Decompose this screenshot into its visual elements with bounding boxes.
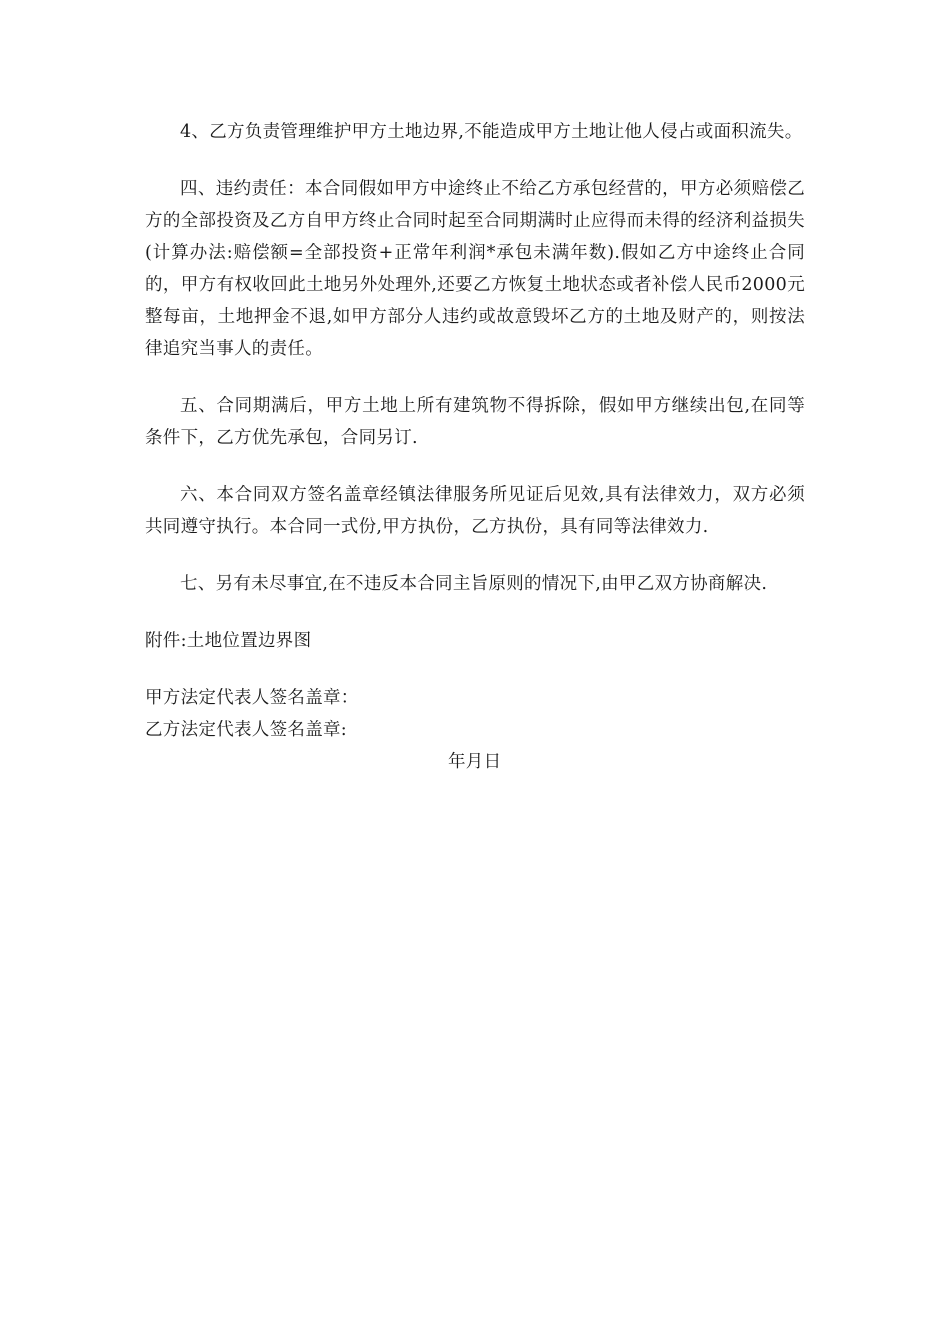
date-line: 年月日 <box>448 752 502 772</box>
party-a-signature-line: 甲方法定代表人签名盖章： <box>145 688 359 708</box>
clause-contract-expiry: 五、合同期满后，甲方土地上所有建筑物不得拆除，假如甲方继续出包,在同等条件下，乙方优先承包，合同另订. <box>145 396 805 448</box>
party-b-signature-line: 乙方法定代表人签名盖章: <box>145 720 347 740</box>
clause-boundary-maintenance: 4、乙方负责管理维护甲方土地边界,不能造成甲方土地让他人侵占或面积流失。 <box>180 122 803 142</box>
clause-other-matters: 七、另有未尽事宜,在不违反本合同主旨原则的情况下,由甲乙双方协商解决. <box>180 574 768 594</box>
document-body <box>145 116 805 778</box>
clause-breach-liability: 四、违约责任：本合同假如甲方中途终止不给乙方承包经营的，甲方必须赔偿乙方的全部投资及乙方自甲方终止合同时起至合同期满时止应得而未得的经济利益损失(计算办法:赔偿额=全部投资+正常年利润*承包未满年数).假如乙方中途终止合同的，甲方有权收回此土地另外处理外,还要乙方恢复土地状态或者补偿人民币2000元整每亩，土地押金不退,如甲方部分人违约或故意毁坏乙方的土地及财产的，则按法律追究当事人的责任。 <box>145 179 805 359</box>
clause-contract-validity: 六、本合同双方签名盖章经镇法律服务所见证后见效,具有法律效力，双方必须共同遵守执行。本合同一式份,甲方执份，乙方执份，具有同等法律效力. <box>145 485 805 537</box>
attachment-line: 附件:土地位置边界图 <box>145 631 312 651</box>
